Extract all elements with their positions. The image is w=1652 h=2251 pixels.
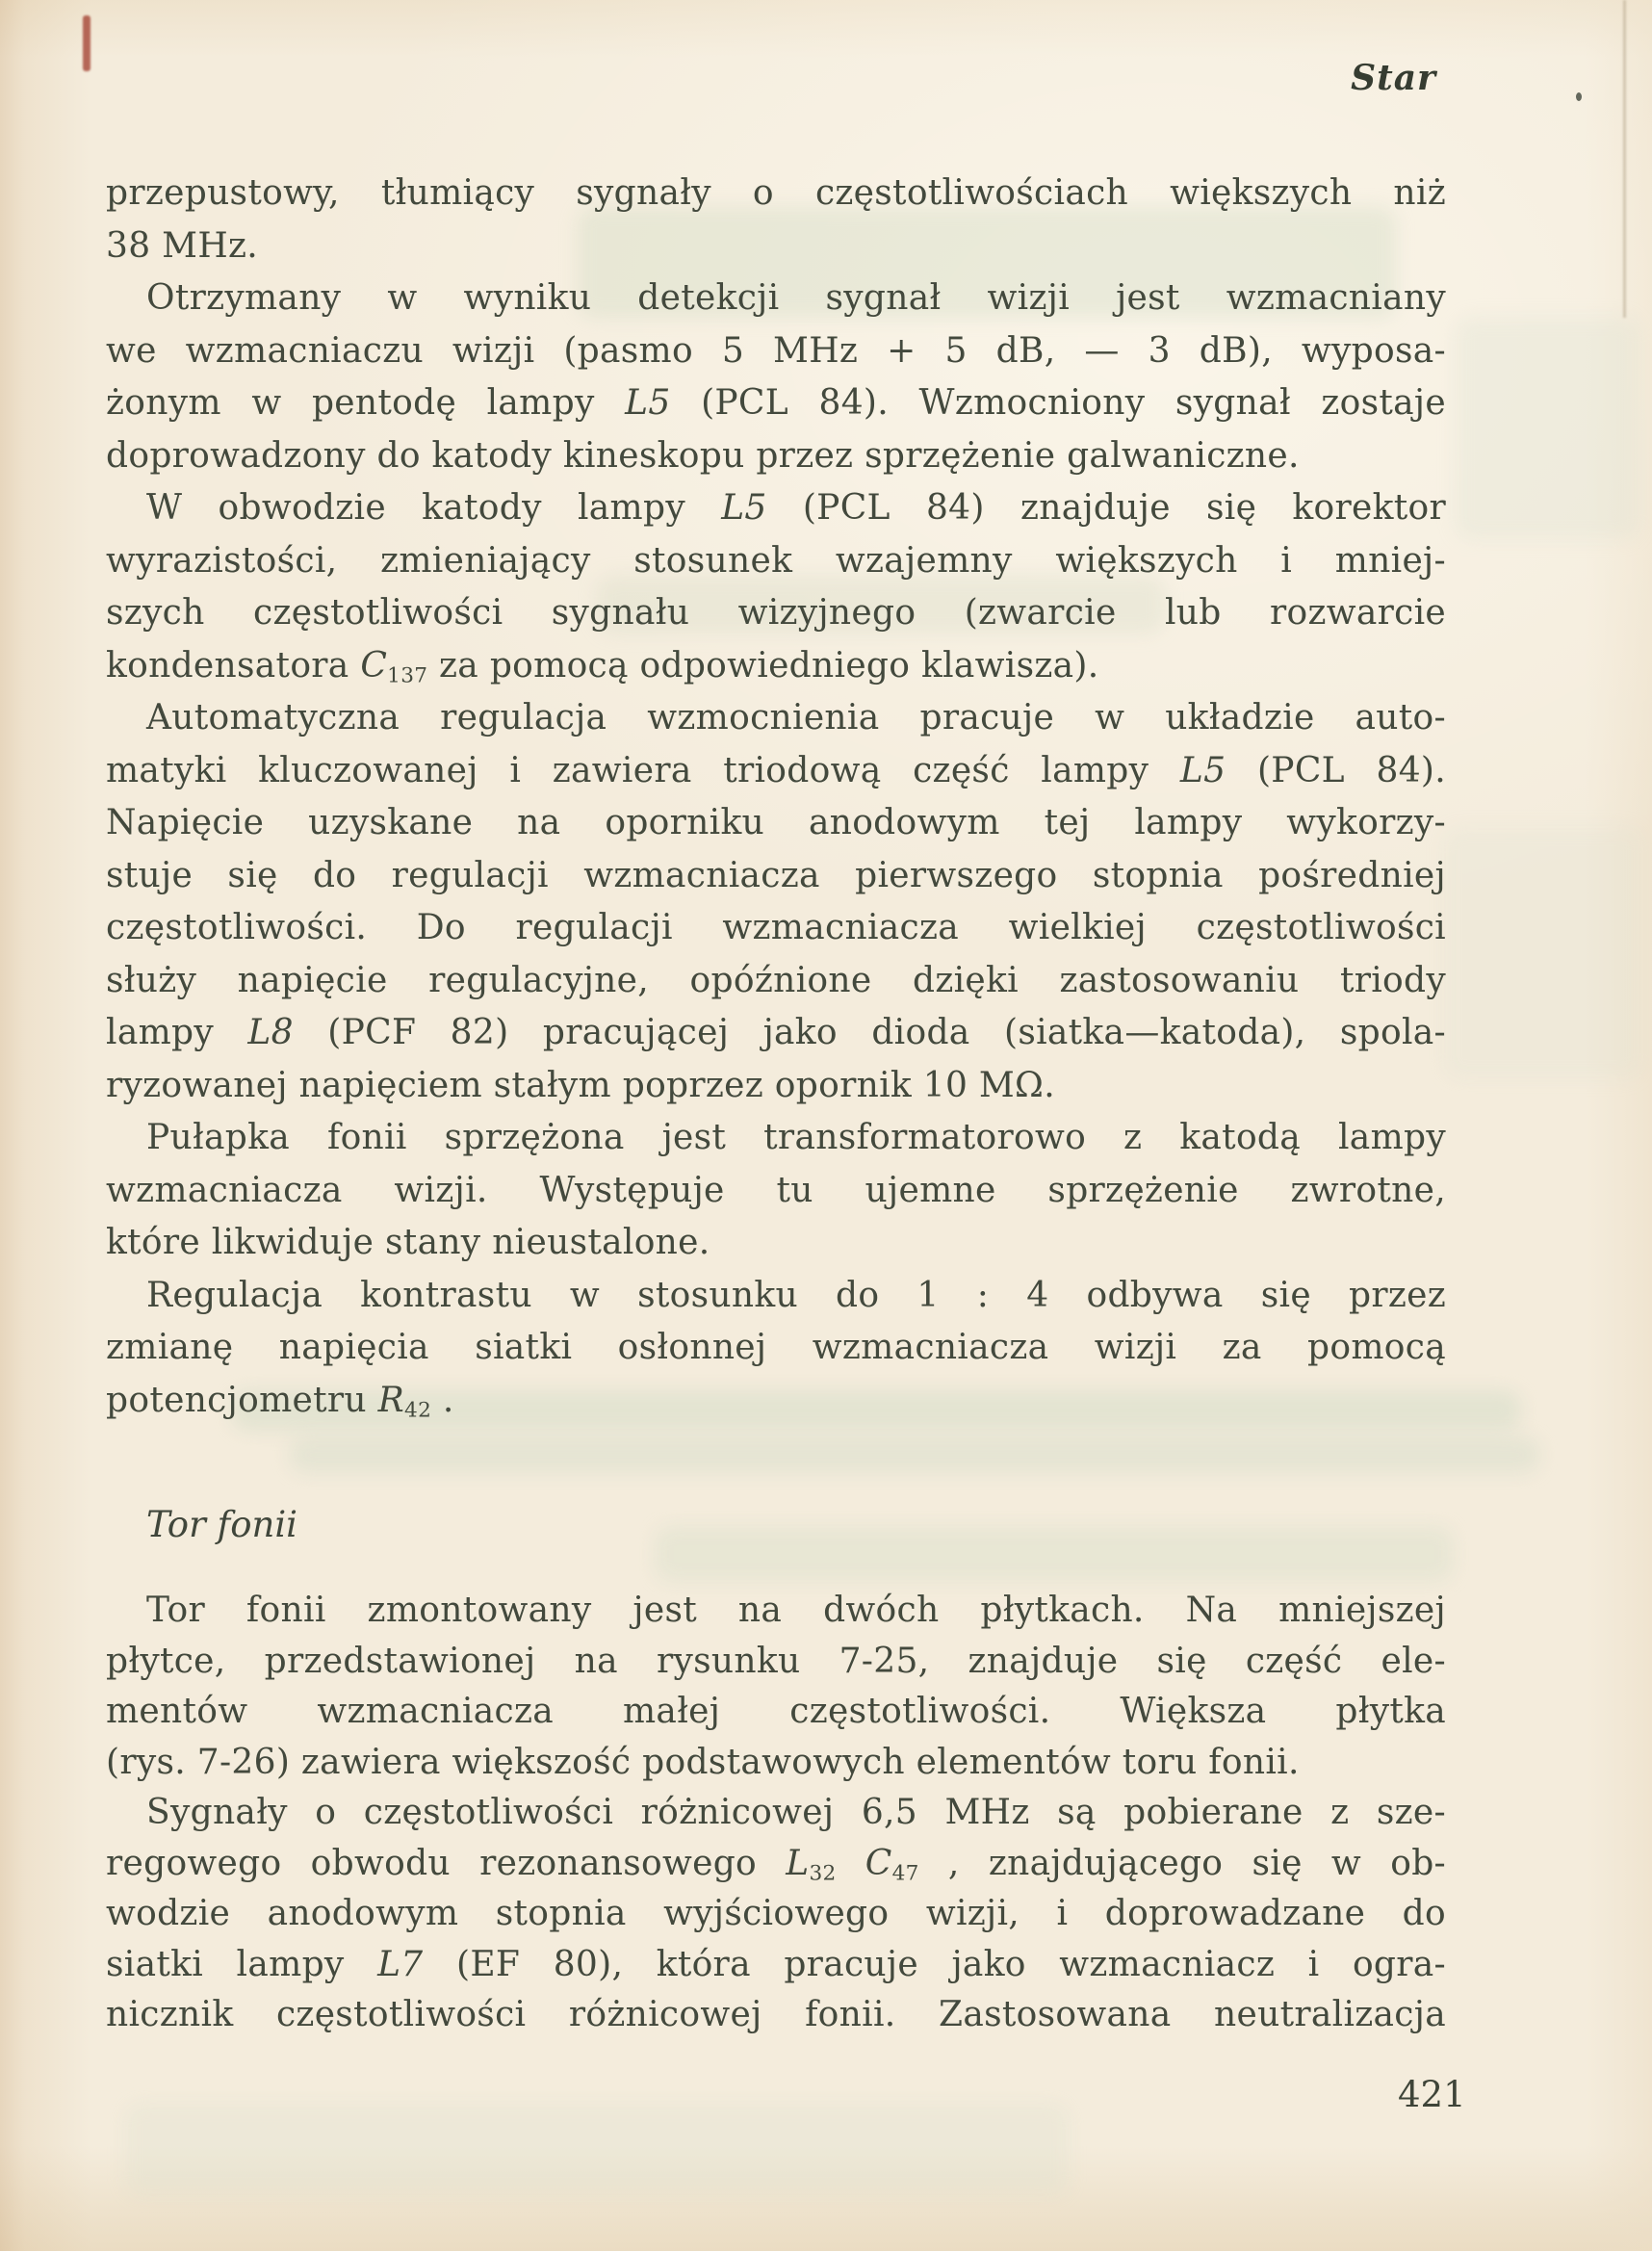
text-line: siatki lampy L7 (EF 80), która pracuje jako wzmacniacz i ogra- xyxy=(106,1944,1447,1984)
text-line: służy napięcie regulacyjne, opóźnione dzięki zastosowaniu triody xyxy=(106,960,1446,1000)
body-text-lower xyxy=(106,1586,1446,2041)
text-line: Napięcie uzyskane na oporniku anodowym tej lampy wykorzy- xyxy=(106,803,1446,842)
text-line: wzmacniacza wizji. Występuje tu ujemne sprzężenie zwrotne, xyxy=(106,1170,1446,1210)
page-number: 421 xyxy=(1398,2074,1466,2115)
text-line: Regulacja kontrastu w stosunku do 1 : 4 odbywa się przez xyxy=(146,1275,1446,1315)
text-line: regowego obwodu rezonansowego L32 C47 , znajdującego się w ob- xyxy=(106,1843,1447,1886)
text-line: Otrzymany w wyniku detekcji sygnał wizji jest wzmacniany xyxy=(146,278,1446,318)
text-line: wodzie anodowym stopnia wyjściowego wizji, i doprowadzane do xyxy=(106,1894,1446,1933)
text-line: doprowadzony do katody kineskopu przez sprzężenie galwaniczne. xyxy=(106,435,1300,476)
text-line: nicznik częstotliwości różnicowej fonii. Zastosowana neutralizacja xyxy=(106,1995,1446,2034)
show-through-stain xyxy=(1456,318,1639,539)
show-through-stain xyxy=(125,2104,1069,2195)
text-line: szych częstotliwości sygnału wizyjnego (zwarcie lub rozwarcie xyxy=(106,593,1446,633)
text-line: Tor fonii zmontowany jest na dwóch płytkach. Na mniejszej xyxy=(146,1591,1446,1630)
text-line: potencjometru R42 . xyxy=(106,1380,454,1423)
text-line: częstotliwości. Do regulacji wzmacniacza wielkiej częstotliwości xyxy=(106,908,1446,947)
text-line: Automatyczna regulacja wzmocnienia pracuje w układzie auto- xyxy=(146,698,1446,737)
text-line: (rys. 7-26) zawiera większość podstawowych elementów toru fonii. xyxy=(106,1742,1300,1782)
text-line: płytce, przedstawionej na rysunku 7-25, znajduje się część ele- xyxy=(106,1641,1446,1681)
text-line: które likwiduje stany nieustalone. xyxy=(106,1223,710,1262)
text-line: stuje się do regulacji wzmacniacza pierwszego stopnia pośredniej xyxy=(106,855,1446,895)
text-line: matyki kluczowanej i zawiera triodową część lampy L5 (PCL 84). xyxy=(106,750,1446,790)
text-line: kondensatora C137 za pomocą odpowiedniego klawisza). xyxy=(106,645,1099,688)
text-line: W obwodzie katody lampy L5 (PCL 84) znajduje się korektor xyxy=(146,488,1446,528)
show-through-stain xyxy=(655,1526,1454,1582)
text-line: lampy L8 (PCF 82) pracującej jako dioda (siatka—katoda), spola- xyxy=(106,1013,1446,1052)
text-line: ryzowanej napięciem stałym poprzez opornik 10 MΩ. xyxy=(106,1065,1055,1105)
section-heading: Tor fonii xyxy=(146,1504,297,1545)
ink-speck xyxy=(1576,92,1582,101)
show-through-stain xyxy=(1444,828,1641,1078)
text-line: wyrazistości, zmieniający stosunek wzajemny większych i mniej- xyxy=(106,540,1446,581)
text-line: zmianę napięcia siatki osłonnej wzmacniacza wizji za pomocą xyxy=(106,1328,1446,1367)
body-text-upper xyxy=(106,168,1446,1427)
text-line: Pułapka fonii sprzężona jest transformatorowo z katodą lampy xyxy=(146,1118,1446,1157)
text-line: przepustowy, tłumiący sygnały o częstotliwościach większych niż xyxy=(106,173,1446,213)
text-line: Sygnały o częstotliwości różnicowej 6,5 MHz są pobierane z sze- xyxy=(146,1793,1446,1832)
page-edge-crease xyxy=(1623,0,1626,318)
running-head: Star xyxy=(1351,58,1436,98)
red-ink-mark xyxy=(83,15,90,71)
text-line: we wzmacniaczu wizji (pasmo 5 MHz + 5 dB, — 3 dB), wyposa- xyxy=(106,330,1446,371)
text-line: 38 MHz. xyxy=(106,225,259,266)
show-through-stain xyxy=(289,1436,1540,1473)
text-line: mentów wzmacniacza małej częstotliwości. Większa płytka xyxy=(106,1692,1446,1731)
text-line: żonym w pentodę lampy L5 (PCL 84). Wzmocniony sygnał zostaje xyxy=(106,383,1446,423)
